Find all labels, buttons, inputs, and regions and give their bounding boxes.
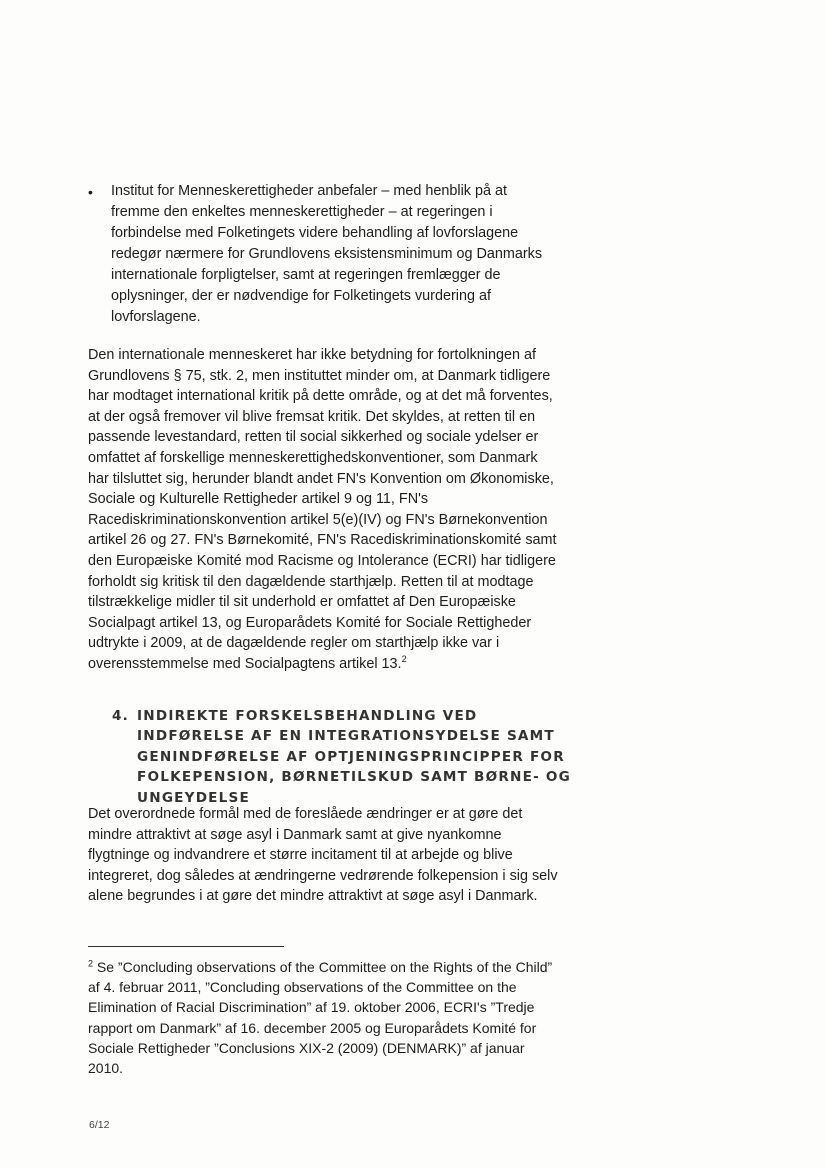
recommendation-text: Institut for Menneskerettigheder anbefaler – med henblik på at fremme den enkeltes menneskerettigheder – at regeringen i forbindelse med Folketingets videre behandling af lovforslagene redegør nærmere for Grundlovens eksistensminimum og Danmarks internationale forpligtelser, samt at regeringen fremlægger de oplysninger, der er nødvendige for Folketingets vurdering af lovforslagene.	[111, 183, 543, 325]
body-paragraph-international-law	[88, 345, 562, 675]
paragraph-text: Den internationale menneskeret har ikke betydning for fortolkningen af Grundlovens § 75, stk. 2, men instituttet minder om, at Danmark tidligere har modtaget international kritik på dette område, og at det må forventes, at der også fremover vil blive fremsat kritik. Det skyldes, at retten til en passende levestandard, retten til social sikkerhed og sociale ydelser er omfattet af forskellige menneskerettighedskonventioner, som Danmark har tilsluttet sig, herunder blandt andet FN's Konvention om Økonomiske, Sociale og Kulturelle Rettigheder artikel 9 og 11, FN's Racediskriminationskonvention artikel 5(e)(IV) og FN's Børnekonvention artikel 26 og 27. FN's Børnekomité, FN's Racediskriminationskomité samt den Europæiske Komité mod Racisme og Intolerance (ECRI) har tidligere forholdt sig kritisk til den dagældende starthjælp. Retten til at modtage tilstrækkelige midler til sit underhold er omfattet af Den Europæiske Socialpagt artikel 13, og Europarådets Komité for Sociale Rettigheder udtrykte i 2009, at de dagældende regler om starthjælp ikke var i overensstemmelse med Socialpagtens artikel 13.	[88, 347, 557, 672]
footnote	[88, 957, 558, 1078]
section-title: INDIREKTE FORSKELSBEHANDLING VED INDFØRELSE AF EN INTEGRATIONSYDELSE SAMT GENINDFØRELSE AF OPTJENINGSPRINCIPPER FOR FOLKEPENSION, BØRNETILSKUD SAMT BØRNE- OG UNGEYDELSE	[137, 708, 571, 806]
section-number: 4.	[112, 708, 130, 724]
footnote-marker: 2	[88, 958, 94, 969]
footnote-reference[interactable]: 2	[401, 654, 407, 665]
recommendation-bullet	[88, 181, 558, 328]
section-heading	[112, 706, 582, 808]
body-paragraph-purpose: Det overordnede formål med de foreslåede ændringer er at gøre det mindre attraktivt at søge asyl i Danmark samt at give nyankomne flygtninge og indvandrere et større incitament til at arbejde og blive integreret, dog således at ændringerne vedrørende folkepension i sig selv alene begrundes i at gøre det mindre attraktivt at søge asyl i Danmark.	[88, 806, 558, 905]
bullet-icon: •	[88, 184, 93, 200]
page-number: 6/12	[89, 1119, 110, 1131]
footnote-divider	[88, 946, 284, 947]
footnote-text: Se ”Concluding observations of the Committee on the Rights of the Child” af 4. februar 2011, ”Concluding observations of the Committee on the Elimination of Racial Discrimination” af 19. oktober 2006, ECRI's ”Tredje rapport om Danmark” af 16. december 2005 og Europarådets Komité for Sociale Rettigheder ”Conclusions XIX-2 (2009) (DENMARK)” af januar 2010.	[88, 959, 553, 1077]
